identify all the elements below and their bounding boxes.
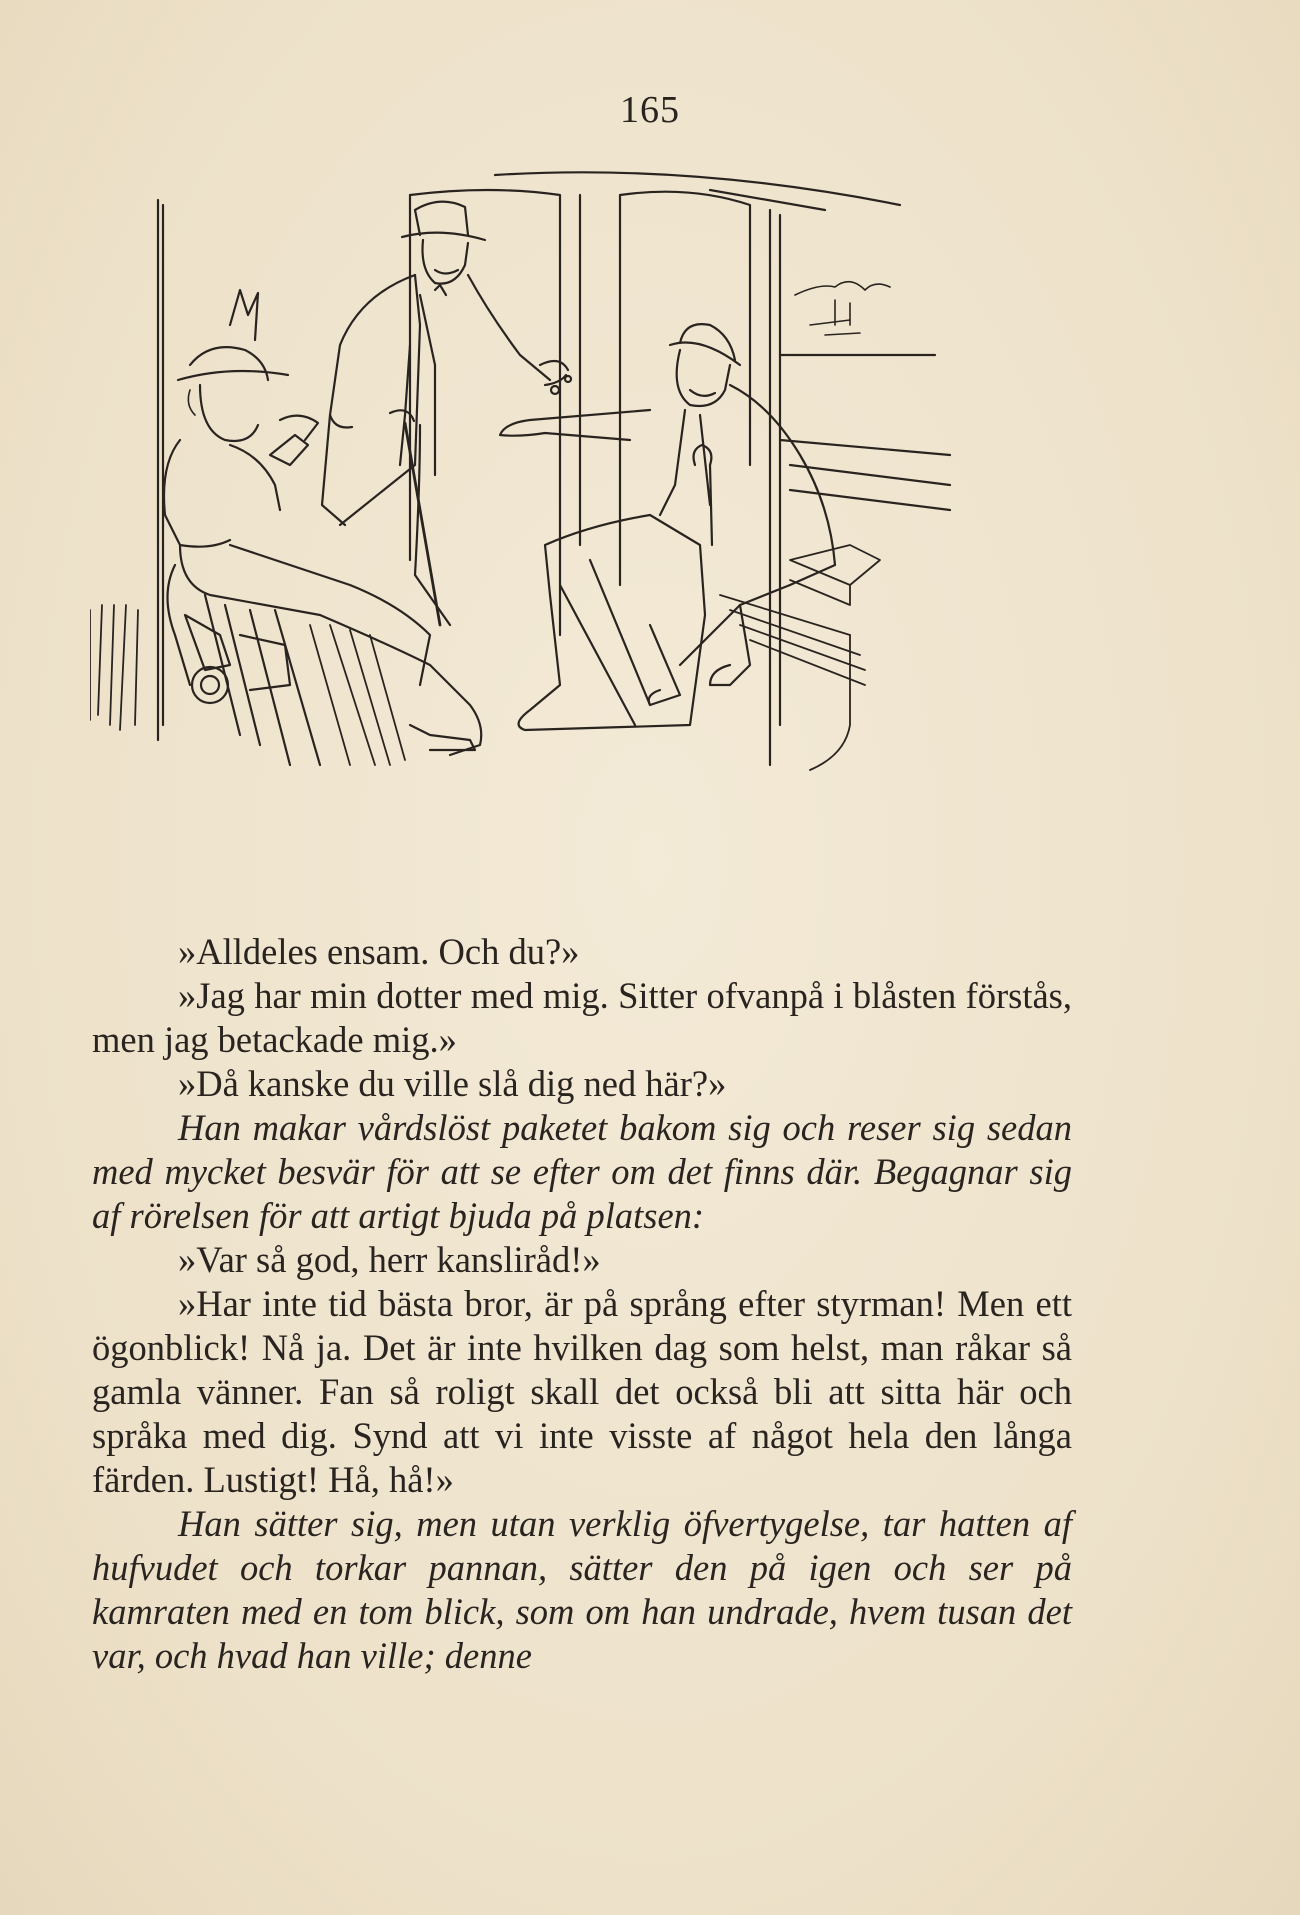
stage-direction: Han sätter sig, men utan verklig öfvertygelse, tar hatten af hufvudet och torkar pannan, sätter den på igen och ser på kamraten med en tom blick, som om han undrade, hvem tusan det var, och hvad han ville; denne xyxy=(92,1503,1072,1676)
dialogue-line: »Har inte tid bästa bror, är på språng efter styrman! Men ett ögonblick! Nå ja. Det är inte hvilken dag som helst, man råkar så gamla vänner. Fan så roligt skall det också bli att sitta här och språka med dig. Synd att vi inte visste af något hela den långa färden. Lustigt! Hå, hå!» xyxy=(92,1283,1072,1500)
sitting-man xyxy=(500,324,835,705)
stage-direction: Han makar vårdslöst paketet bakom sig och reser sig sedan med mycket besvär för att se efter om det finns där. Begagnar sig af rörelsen för att artigt bjuda på platsen: xyxy=(92,1107,1072,1236)
benches xyxy=(90,545,880,770)
dialogue-line: »Då kanske du ville slå dig ned här?» xyxy=(178,1063,727,1104)
window-landscape xyxy=(795,282,890,335)
dialogue-line: »Var så god, herr kansliråd!» xyxy=(178,1239,601,1280)
body-text xyxy=(92,930,1072,1678)
dialogue-line: »Jag har min dotter med mig. Sitter ofvanpå i blåsten förstås, men jag betackade mig.» xyxy=(92,975,1072,1060)
umbrella xyxy=(519,515,705,730)
dialogue-line: »Alldeles ensam. Och du?» xyxy=(178,931,580,972)
carriage-frame xyxy=(158,172,950,765)
standing-man xyxy=(322,202,571,625)
illustration xyxy=(90,165,1065,910)
page-number: 165 xyxy=(620,89,680,131)
